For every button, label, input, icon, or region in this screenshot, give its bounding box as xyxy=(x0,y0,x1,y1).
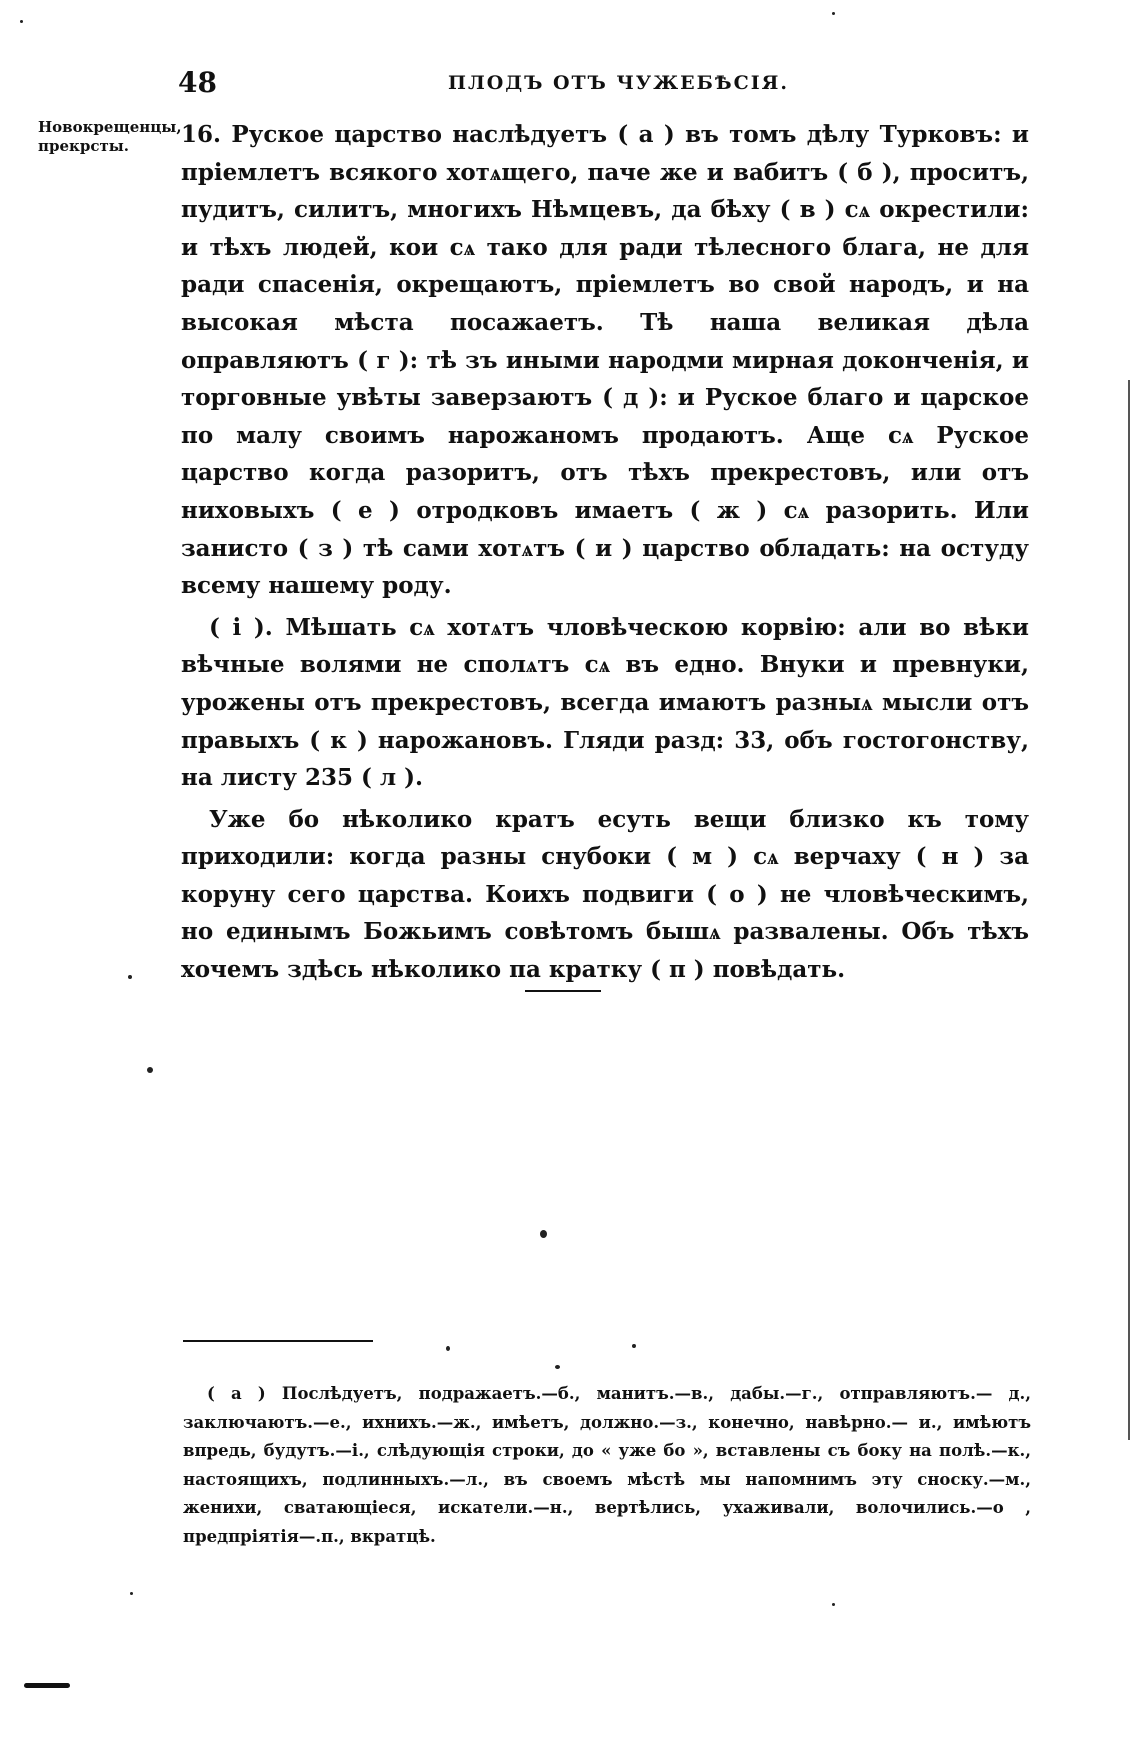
paragraph-16: 16. Руское царство наслѣдуетъ ( а ) въ томъ дѣлу Турковъ: и пріемлетъ всякого хотѧщего, паче же и вабитъ ( б ), проситъ, пудитъ, силитъ, многихъ Нѣмцевъ, да бѣху ( в ) сѧ окрестили: и тѣхъ людей, кои сѧ тако для ради тѣлесного блага, не для ради спасенія, окрещаютъ, пріемлетъ во свой народъ, и на высокая мѣста посажаетъ. Тѣ наша великая дѣла оправляютъ ( г ): тѣ зъ иными народми мирная доконченія, и торговные увѣты заверзаютъ ( д ): и Руское благо и царское по малу своимъ нарожаномъ продаютъ. Аще сѧ Руское царство когда разоритъ, отъ тѣхъ прекрестовъ, или отъ ниховыхъ ( е ) отродковъ имаетъ ( ж ) сѧ разорить. Или занисто ( з ) тѣ сами хотѧтъ ( и ) царство обладать: на остуду всему нашему роду. xyxy=(181,121,1029,600)
scan-edge-line xyxy=(1128,380,1130,1440)
scan-speck xyxy=(832,1603,835,1606)
paragraph-i: ( і ). Мѣшать сѧ хотѧтъ чловѣческою корвію: али во вѣки вѣчные волями не сполѧтъ сѧ въ едно. Внуки и превнуки, урожены отъ прекрестовъ, всегда имаютъ разныѧ мысли отъ правыхъ ( к ) нарожановъ. Гляди разд: 33, объ гостогонству, на листу 235 ( л ). xyxy=(181,613,1029,792)
paragraph-uzhe-bo: Уже бо нѣколико кратъ есуть вещи близко къ тому приходили: когда разны снубоки ( м ) сѧ верчаху ( н ) за коруну сего царства. Коихъ подвиги ( о ) не чловѣческимъ, но единымъ Божьимъ совѣтомъ бышѧ развалены. Объ тѣхъ хочемъ здѣсь нѣколико па кратку ( п ) повѣдать. xyxy=(181,805,1029,984)
scan-speck xyxy=(128,975,132,979)
scan-speck xyxy=(632,1344,636,1348)
scan-speck xyxy=(832,12,835,15)
footnote-text: ( а ) Послѣдуетъ, подражаетъ.—б., манитъ.—в., дабы.—г., отправляютъ.— д., заключаютъ.—е., ихнихъ.—ж., имѣетъ, должно.—з., конечно, навѣрно.— и., имѣютъ впредь, будутъ.—і., слѣдующія строки, до « уже бо », вставлены съ боку на полѣ.—к., настоящихъ, подлинныхъ.—л., въ своемъ мѣстѣ мы напомнимъ эту сноску.—м., женихи, сватающіеся, искатели.—н., вертѣлись, ухаживали, волочились.—о , предпріятія—.п., вкратцѣ. xyxy=(183,1384,1031,1546)
page-number: 48 xyxy=(178,66,217,99)
margin-note: Новокрещенцы, прекрсты. xyxy=(38,118,182,155)
page-header xyxy=(178,66,1030,106)
scan-speck xyxy=(540,1230,547,1238)
scan-speck xyxy=(147,1067,153,1073)
footnote-rule xyxy=(183,1340,373,1342)
scan-speck xyxy=(555,1365,560,1369)
section-divider xyxy=(525,990,601,992)
scan-speck xyxy=(20,20,23,23)
scan-speck xyxy=(446,1346,450,1351)
scan-mark xyxy=(24,1683,70,1688)
scan-speck xyxy=(130,1592,133,1595)
running-title: ПЛОДЪ ОТЪ ЧУЖЕБѢСІЯ. xyxy=(448,72,789,94)
main-text xyxy=(181,116,1029,993)
